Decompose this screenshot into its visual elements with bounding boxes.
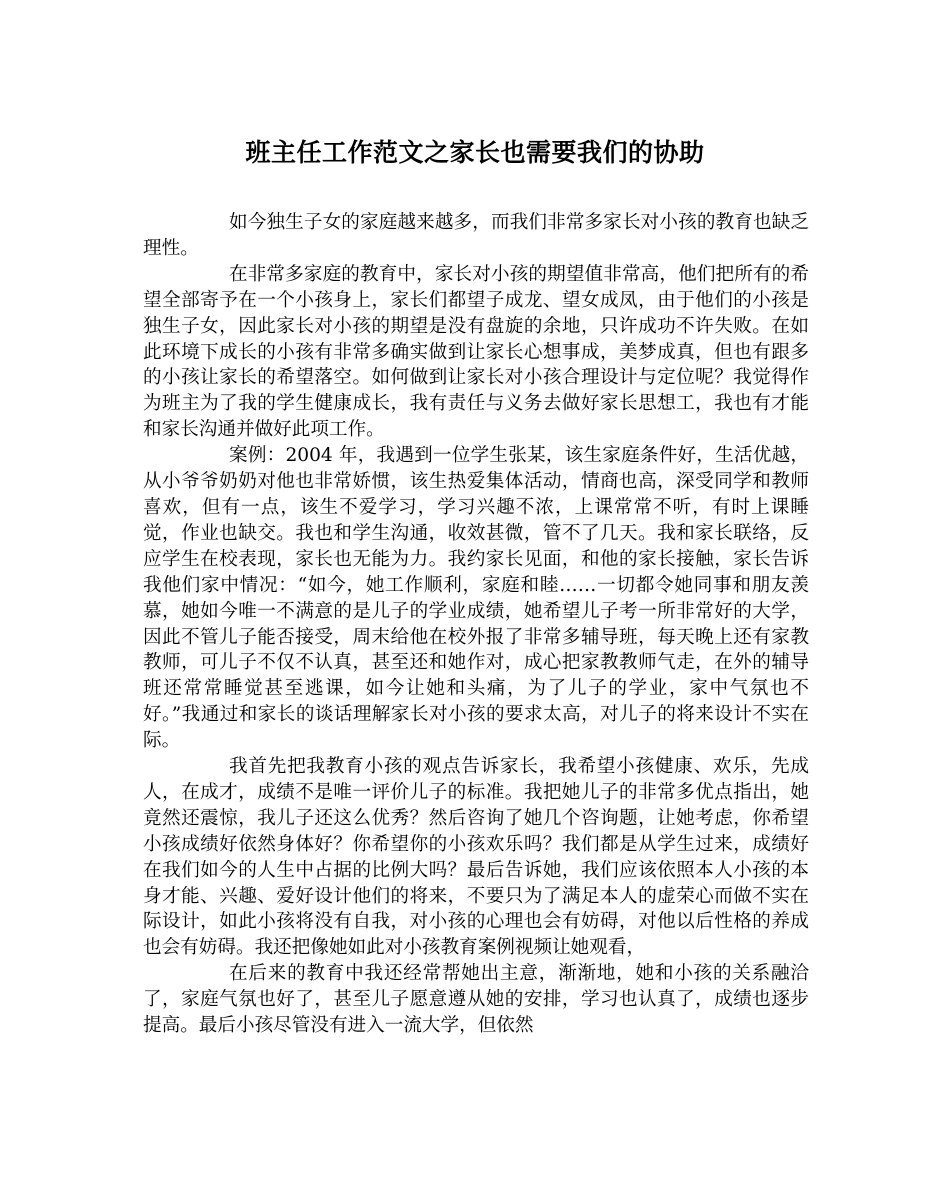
document-title: 班主任工作范文之家长也需要我们的协助 xyxy=(245,138,705,167)
paragraph-outcome: 在后来的教育中我还经常帮她出主意，渐渐地，她和小孩的关系融洽了，家庭气氛也好了，甚至儿子愿意遵从她的安排，学习也认真了，成绩也逐步提高。最后小孩尽管没有进入一流大学，但依然 xyxy=(143,963,809,1037)
document-body xyxy=(143,210,809,1039)
paragraph-case: 案例：2004 年，我遇到一位学生张某，该生家庭条件好，生活优越，从小爷爷奶奶对他也非常娇惯，该生热爱集体活动，情商也高，深受同学和教师喜欢，但有一点，该生不爱学习，学习兴趣不浓，上课常常不听，有时上课睡觉，作业也缺交。我也和学生沟通，收效甚微，管不了几天。我和家长联络，反应学生在校表现，家长也无能为力。我约家长见面，和他的家长接触，家长告诉我他们家中情况：“如今，她工作顺利，家庭和睦……一切都令她同事和朋友羡慕，她如今唯一不满意的是儿子的学业成绩，她希望儿子考一所非常好的大学，因此不管儿子能否接受，周末给他在校外报了非常多辅导班，每天晚上还有家教教师，可儿子不仅不认真，甚至还和她作对，成心把家教教师气走，在外的辅导班还常常睡觉甚至逃课，如今让她和头痛，为了儿子的学业，家中气氛也不好。”我通过和家长的谈话理解家长对小孩的要求太高，对儿子的将来设计不实在际。 xyxy=(143,445,809,752)
paragraph-intro: 如今独生子女的家庭越来越多，而我们非常多家长对小孩的教育也缺乏理性。 xyxy=(143,212,809,259)
paragraph-communication: 我首先把我教育小孩的观点告诉家长，我希望小孩健康、欢乐，先成人，在成才，成绩不是唯一评价儿子的标准。我把她儿子的非常多优点指出，她竟然还震惊，我儿子还这么优秀？然后咨询了她几个咨询题，让她考虑，你希望小孩成绩好依然身体好？你希望你的小孩欢乐吗？我们都是从学生过来，成绩好在我们如今的人生中占据的比例大吗？最后告诉她，我们应该依照本人小孩的本身才能、兴趣、爱好设计他们的将来，不要只为了满足本人的虚荣心而做不实在际设计，如此小孩将没有自我，对小孩的心理也会有妨碍，对他以后性格的养成也会有妨碍。我还把像她如此对小孩教育案例视频让她观看， xyxy=(143,756,809,959)
paragraph-family-expectations: 在非常多家庭的教育中，家长对小孩的期望值非常高，他们把所有的希望全部寄予在一个小孩身上，家长们都望子成龙、望女成凤，由于他们的小孩是独生子女，因此家长对小孩的期望是没有盘旋的余地，只许成功不许失败。在如此环境下成长的小孩有非常多确实做到让家长心想事成，美梦成真，但也有跟多的小孩让家长的希望落空。如何做到让家长对小孩合理设计与定位呢？我觉得作为班主为了我的学生健康成长，我有责任与义务去做好家长思想工，我也有才能和家长沟通并做好此项工作。 xyxy=(143,263,809,441)
